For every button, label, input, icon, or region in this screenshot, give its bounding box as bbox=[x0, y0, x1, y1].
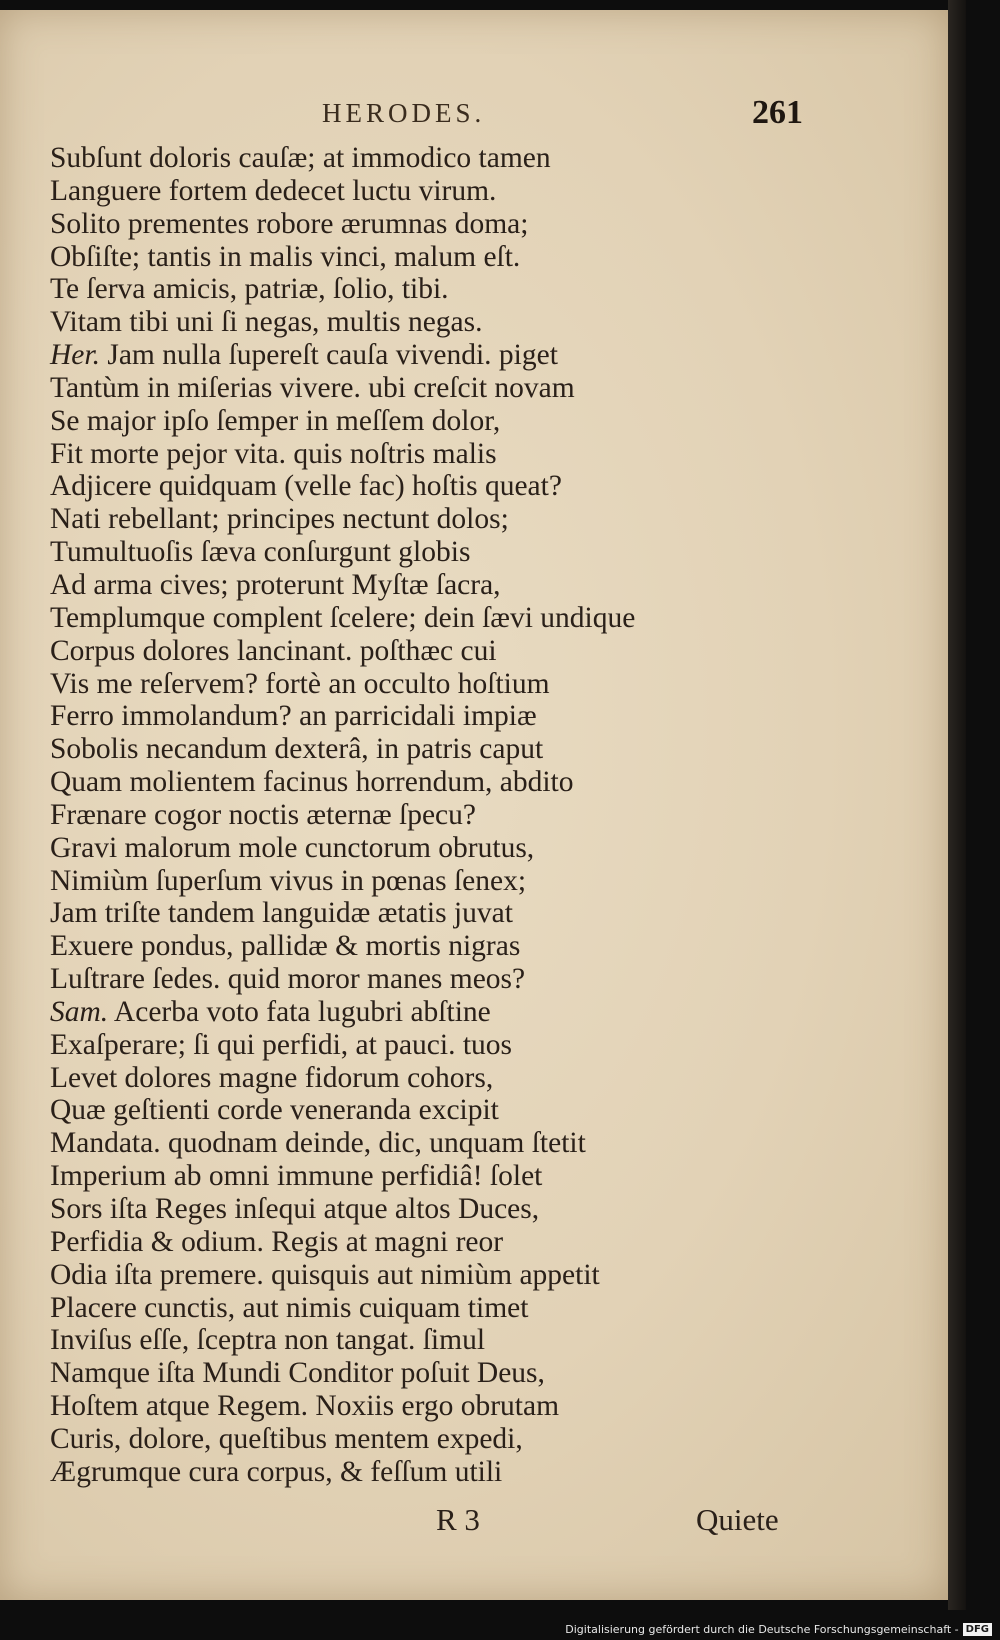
verse-line-text: Solito prementes robore ærumnas doma; bbox=[50, 207, 529, 240]
verse-line bbox=[50, 1292, 930, 1325]
verse-line bbox=[50, 142, 930, 175]
verse-line-text: Quam molientem facinus horrendum, abdito bbox=[50, 766, 574, 799]
digitization-credit bbox=[565, 1623, 992, 1636]
verse-line bbox=[50, 1160, 930, 1193]
verse-line-text: Levet dolores magne fidorum cohors, bbox=[50, 1061, 494, 1094]
verse-line bbox=[50, 635, 930, 668]
verse-line-text: Curis, dolore, queſtibus mentem expedi, bbox=[50, 1422, 523, 1455]
verse-line bbox=[50, 175, 930, 208]
verse-line bbox=[50, 208, 930, 241]
verse-line bbox=[50, 536, 930, 569]
verse-line bbox=[50, 1193, 930, 1226]
verse-line-text: Luſtrare ſedes. quid moror manes meos? bbox=[50, 963, 526, 996]
verse-line-text: Sobolis necandum dexterâ, in patris caput bbox=[50, 733, 544, 766]
catchword: Quiete bbox=[696, 1502, 779, 1537]
verse-line-text: Imperium ab omni immune perfidiâ! ſolet bbox=[50, 1160, 543, 1193]
verse-line-text: Gravi malorum mole cunctorum obrutus, bbox=[50, 831, 535, 864]
verse-line bbox=[50, 339, 930, 372]
verse-line bbox=[50, 1357, 930, 1390]
verse-line-text: Namque iſta Mundi Conditor poſuit Deus, bbox=[50, 1357, 545, 1390]
speaker-label: Sam. bbox=[50, 995, 109, 1028]
verse-line-text: Tumultuoſis ſæva conſurgunt globis bbox=[50, 536, 471, 569]
verse-line-text: Placere cunctis, aut nimis cuiquam timet bbox=[50, 1291, 529, 1324]
verse-line bbox=[50, 470, 930, 503]
verse-line bbox=[50, 1423, 930, 1456]
verse-line-text: Adjicere quidquam (velle fac) hoſtis queat? bbox=[50, 470, 562, 503]
verse-line-text: Tantùm in miſerias vivere. ubi creſcit novam bbox=[50, 371, 575, 404]
verse-line bbox=[50, 799, 930, 832]
verse-line-text: Vis me reſervem? fortè an occulto hoſtium bbox=[50, 667, 550, 700]
verse-line bbox=[50, 865, 930, 898]
book-page bbox=[0, 10, 948, 1600]
verse-line bbox=[50, 1029, 930, 1062]
verse-line-text: Vitam tibi uni ſi negas, multis negas. bbox=[50, 306, 483, 339]
verse-line-text: Odia iſta premere. quisquis aut nimiùm appetit bbox=[50, 1258, 600, 1291]
verse-line bbox=[50, 1324, 930, 1357]
page-number: 261 bbox=[752, 94, 803, 131]
verse-line bbox=[50, 897, 930, 930]
verse-line bbox=[50, 930, 930, 963]
verse-line-text: Se major ipſo ſemper in meſſem dolor, bbox=[50, 404, 501, 437]
verse-line bbox=[50, 1127, 930, 1160]
verse-line bbox=[50, 405, 930, 438]
verse-line bbox=[50, 1062, 930, 1095]
verse-line bbox=[50, 273, 930, 306]
verse-line bbox=[50, 1259, 930, 1292]
verse-line-text: Sors iſta Reges inſequi atque altos Duces, bbox=[50, 1193, 540, 1225]
verse-line-text: Quæ geſtienti corde veneranda excipit bbox=[50, 1094, 499, 1127]
verse-line bbox=[50, 241, 930, 274]
verse-line-text: Jam triſte tandem languidæ ætatis juvat bbox=[50, 897, 513, 930]
verse-line-text: Inviſus eſſe, ſceptra non tangat. ſimul bbox=[50, 1324, 486, 1357]
verse-line-text: Mandata. quodnam deinde, dic, unquam ſtetit bbox=[50, 1127, 586, 1160]
verse-line bbox=[50, 963, 930, 996]
verse-line bbox=[50, 1094, 930, 1127]
verse-text bbox=[50, 142, 930, 1489]
verse-line-text: Frænare cogor noctis æternæ ſpecu? bbox=[50, 798, 476, 831]
verse-line bbox=[50, 733, 930, 766]
verse-line-text: Fit morte pejor vita. quis noſtris malis bbox=[50, 437, 497, 470]
credit-text: Digitalisierung gefördert durch die Deutsche Forschungsgemeinschaft - bbox=[565, 1623, 959, 1636]
verse-line bbox=[50, 503, 930, 536]
verse-line-text: Ferro immolandum? an parricidali impiæ bbox=[50, 700, 537, 733]
verse-line-text: Ægrumque cura corpus, & feſſum utili bbox=[50, 1455, 503, 1488]
verse-line bbox=[50, 1456, 930, 1489]
verse-line-text: Hoſtem atque Regem. Noxiis ergo obrutam bbox=[50, 1390, 560, 1423]
verse-line bbox=[50, 602, 930, 635]
signature-mark: R 3 bbox=[436, 1502, 480, 1537]
verse-line-text: Obſiſte; tantis in malis vinci, malum eſt. bbox=[50, 240, 521, 273]
verse-line-text: Nimiùm ſuperſum vivus in pœnas ſenex; bbox=[50, 864, 527, 897]
verse-line bbox=[50, 766, 930, 799]
running-head: HERODES. bbox=[322, 98, 486, 128]
verse-line bbox=[50, 438, 930, 471]
verse-line-text: Languere fortem dedecet luctu virum. bbox=[50, 174, 497, 207]
verse-line-text: Te ſerva amicis, patriæ, ſolio, tibi. bbox=[50, 273, 449, 306]
verse-line bbox=[50, 700, 930, 733]
verse-line-text: Perfidia & odium. Regis at magni reor bbox=[50, 1225, 504, 1258]
verse-line-text: Subſunt doloris cauſæ; at immodico tamen bbox=[50, 142, 551, 174]
verse-line-text: Jam nulla ſupereſt cauſa vivendi. piget bbox=[99, 339, 558, 372]
verse-line-text: Exaſperare; ſi qui perfidi, at pauci. tuos bbox=[50, 1028, 513, 1061]
page-edge-shadow bbox=[948, 0, 966, 1610]
verse-line bbox=[50, 668, 930, 701]
verse-line bbox=[50, 306, 930, 339]
verse-line bbox=[50, 832, 930, 865]
verse-line-text: Exuere pondus, pallidæ & mortis nigras bbox=[50, 930, 521, 963]
verse-line bbox=[50, 1226, 930, 1259]
verse-line bbox=[50, 996, 930, 1029]
verse-line-text: Nati rebellant; principes nectunt dolos; bbox=[50, 503, 509, 536]
verse-line-text: Templumque complent ſcelere; dein ſævi undique bbox=[50, 601, 636, 634]
verse-line bbox=[50, 569, 930, 602]
verse-line bbox=[50, 372, 930, 405]
dfg-logo-icon: DFG bbox=[963, 1623, 992, 1636]
speaker-label: Her. bbox=[50, 339, 100, 372]
verse-line-text: Ad arma cives; proterunt Myſtæ ſacra, bbox=[50, 568, 501, 601]
verse-line bbox=[50, 1390, 930, 1423]
verse-line-text: Corpus dolores lancinant. poſthæc cui bbox=[50, 634, 497, 667]
verse-line-text: Acerba voto fata lugubri abſtine bbox=[108, 995, 491, 1028]
